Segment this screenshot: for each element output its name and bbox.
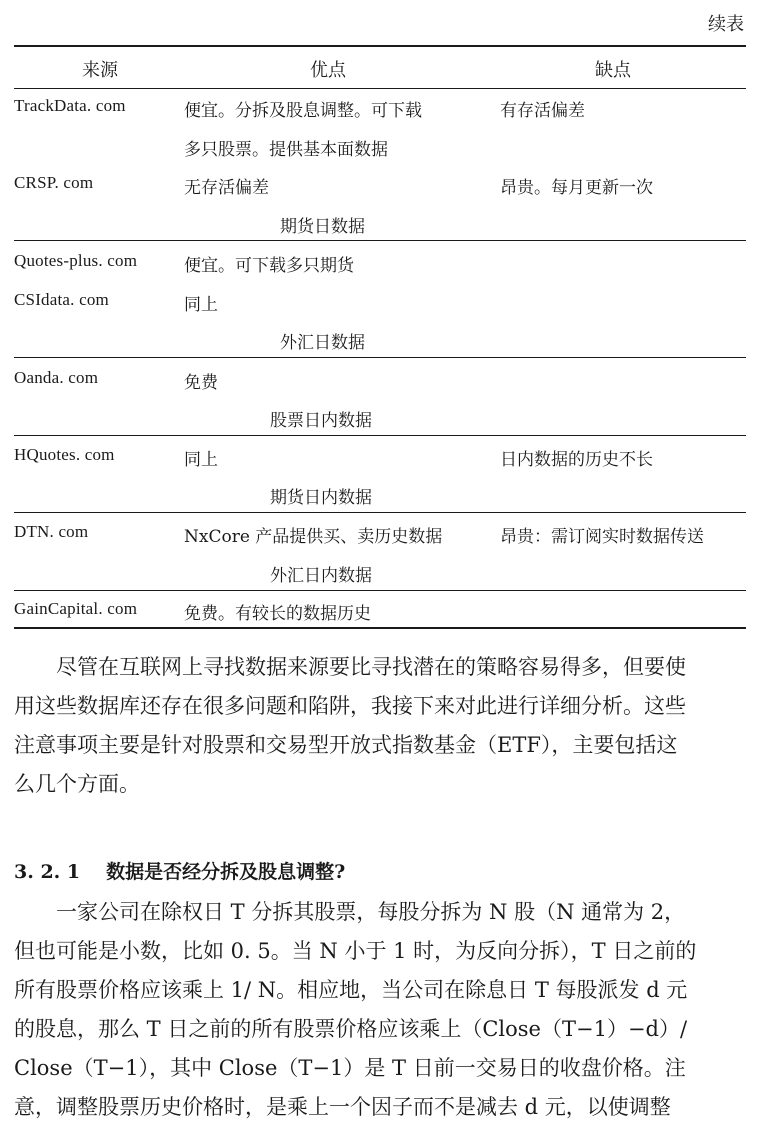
text-line: Close（T−1），其中 Close（T−1）是 T 日前一交易日的收盘价格。注: [14, 1056, 686, 1080]
table-section-label: 外汇日内数据: [270, 566, 372, 586]
table-cell-cons: 昂贵。每月更新一次: [500, 178, 653, 198]
table-cell-cons: 日内数据的历史不长: [500, 450, 653, 470]
table-cell-pros: 免费: [184, 373, 218, 393]
table-cell-source: DTN. com: [14, 522, 89, 541]
column-header-cons: 缺点: [595, 60, 631, 81]
text-line: 所有股票价格应该乘上 1/ N。相应地，当公司在除息日 T 每股派发 d 元: [14, 978, 688, 1002]
text-line: 一家公司在除权日 T 分拆其股票，每股分拆为 N 股（N 通常为 2，: [56, 900, 686, 924]
section-rule: [14, 435, 746, 436]
text-line: 用这些数据库还存在很多问题和陷阱，我接下来对此进行详细分析。这些: [14, 694, 686, 718]
table-section-label: 期货日数据: [280, 217, 365, 237]
section-rule: [14, 512, 746, 513]
table-cell-pros: 便宜。可下载多只期货: [184, 256, 354, 276]
table-cell-source: HQuotes. com: [14, 445, 115, 464]
table-cell-source: TrackData. com: [14, 96, 126, 115]
table-cell-pros: 同上: [184, 450, 218, 470]
table-cell-source: CSIdata. com: [14, 290, 109, 309]
section-rule: [14, 240, 746, 241]
column-header-pros: 优点: [310, 60, 346, 81]
table-cell-source: GainCapital. com: [14, 599, 138, 618]
table-cell-pros: 同上: [184, 295, 218, 315]
table-cell-source: Quotes-plus. com: [14, 251, 138, 270]
text-line: 的股息，那么 T 日之前的所有股票价格应该乘上（Close（T−1）−d）/: [14, 1017, 688, 1041]
column-header-source: 来源: [82, 60, 118, 81]
text-line: 但也可能是小数，比如 0. 5。当 N 小于 1 时，为反向分拆），T 日之前的: [14, 939, 697, 963]
table-header-rule: [14, 88, 746, 89]
section-rule: [14, 357, 746, 358]
table-cell-pros: 多只股票。提供基本面数据: [184, 140, 388, 160]
table-cell-pros: 免费。有较长的数据历史: [184, 604, 371, 624]
section-title: 数据是否经分拆及股息调整?: [106, 861, 346, 883]
table-section-label: 外汇日数据: [280, 333, 365, 353]
section-heading: [14, 857, 345, 884]
body-paragraph: [14, 893, 744, 1127]
table-cell-source: Oanda. com: [14, 368, 99, 387]
table-bottom-rule: [14, 627, 746, 629]
section-number: 3. 2. 1: [14, 861, 81, 883]
table-cell-cons: 有存活偏差: [500, 101, 585, 121]
table-cell-cons: 昂贵：需订阅实时数据传送: [500, 527, 704, 547]
table-cell-source: CRSP. com: [14, 173, 94, 192]
table-section-label: 股票日内数据: [270, 411, 372, 431]
table-section-label: 期货日内数据: [270, 488, 372, 508]
continued-table-label: 续表: [708, 14, 744, 35]
text-line: 尽管在互联网上寻找数据来源要比寻找潜在的策略容易得多，但要使: [56, 655, 686, 679]
table-cell-pros: 无存活偏差: [184, 178, 269, 198]
table-cell-pros: NxCore 产品提供买、卖历史数据: [184, 527, 443, 547]
text-line: 意，调整股票历史价格时，是乘上一个因子而不是减去 d 元，以使调整: [14, 1095, 671, 1119]
table-cell-pros: 便宜。分拆及股息调整。可下载: [184, 101, 422, 121]
body-paragraph: [14, 648, 744, 804]
table-top-rule: [14, 45, 746, 47]
text-line: 么几个方面。: [14, 772, 140, 796]
section-rule: [14, 590, 746, 591]
text-line: 注意事项主要是针对股票和交易型开放式指数基金（ETF），主要包括这: [14, 733, 678, 757]
